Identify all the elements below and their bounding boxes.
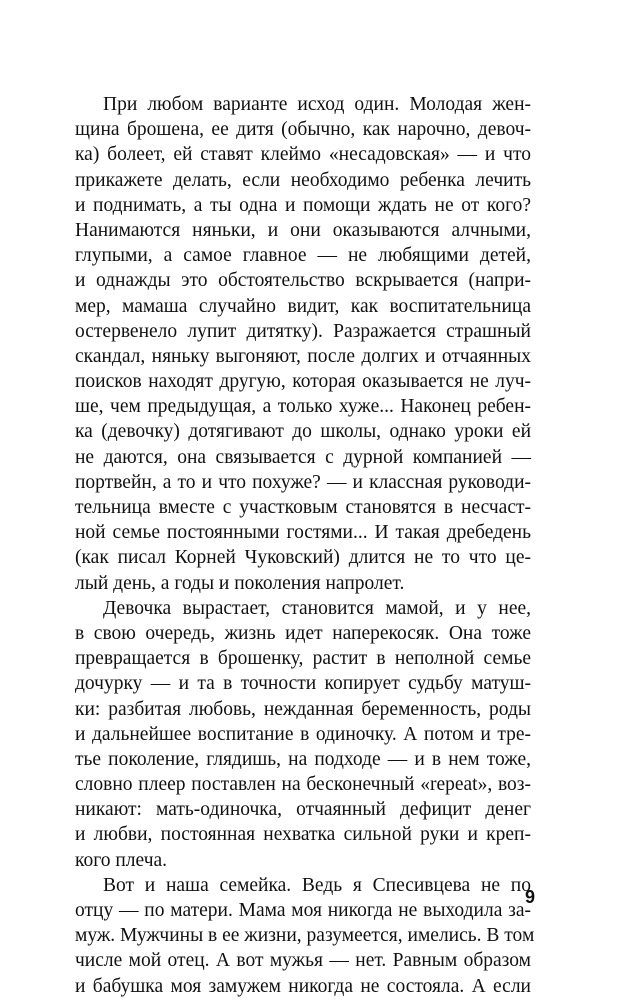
text-line: числе мой отец. А вот мужья — нет. Равным образом <box>75 950 531 972</box>
text-line: лый день, а годы и поколения напролет. <box>75 572 405 594</box>
text-line: (как писал Корней Чуковский) длится не то что це- <box>75 547 531 569</box>
text-line: Нанимаются няньки, и они оказываются алчными, <box>75 219 531 241</box>
text-line: кого плеча. <box>75 849 168 871</box>
text-line: прикажете делать, если необходимо ребенка лечить <box>75 169 531 191</box>
text-line: словно плеер поставлен на бесконечный «repeat», воз- <box>75 774 531 796</box>
body-text <box>75 92 535 999</box>
text-line: ной семье постоянными гостями... И такая дребедень <box>75 522 531 544</box>
text-line: тье поколение, глядишь, на подходе — и в нем тоже, <box>75 748 531 770</box>
text-line: муж. Мужчины в ее жизни, разумеется, имелись. В том <box>75 925 535 947</box>
text-line: щина брошена, ее дитя (обычно, как нарочно, девоч- <box>75 119 531 141</box>
text-line: поисков находят другую, которая оказывается не луч- <box>75 371 531 393</box>
text-line: и поднимать, а ты одна и помощи ждать не от кого? <box>75 194 531 216</box>
text-line: Девочка вырастает, становится мамой, и у нее, <box>103 597 531 619</box>
text-line: скандал, няньку выгоняют, после долгих и отчаянных <box>75 345 531 367</box>
text-line: и однажды это обстоятельство вскрывается (напри- <box>75 270 531 292</box>
text-line: портвейн, а то и что похуже? — и классная руководи- <box>75 471 531 493</box>
text-line: и дальнейшее воспитание в одиночку. А потом и тре- <box>75 723 531 745</box>
paragraph <box>75 873 535 999</box>
text-line: и бабушка моя замужем никогда не состояла. А если <box>75 975 531 997</box>
text-line: ше, чем предыдущая, а только хуже... Наконец ребен- <box>75 396 531 418</box>
text-line: глупыми, а самое главное — не любящими детей, <box>75 245 531 267</box>
text-line: ка (девочку) дотягивают до школы, однако уроки ей <box>75 421 531 443</box>
text-line: ка) болеет, ей ставят клеймо «несадовская» — и что <box>75 144 531 166</box>
text-line: ки: разбитая любовь, нежданная беременность, роды <box>75 698 531 720</box>
text-line: Вот и наша семейка. Ведь я Спесивцева не по <box>103 874 531 896</box>
text-line: никают: мать-одиночка, отчаянный дефицит денег <box>75 799 531 821</box>
text-line: в свою очередь, жизнь идет наперекосяк. Она тоже <box>75 622 531 644</box>
text-line: тельница вместе с участковым становятся в несчаст- <box>75 497 531 518</box>
text-line: остервенело лупит дитятку). Разражается страшный <box>75 320 531 342</box>
text-line: превращается в брошенку, растит в неполной семье <box>75 648 531 670</box>
text-line: отцу — по матери. Мама моя никогда не выходила за- <box>75 900 531 921</box>
text-line: и любви, постоянная нехватка сильной руки и креп- <box>75 824 531 846</box>
page-number: 9 <box>524 887 535 907</box>
text-line: не даются, она связывается с дурной компанией — <box>75 446 531 468</box>
text-line: мер, мамаша случайно видит, как воспитательница <box>75 295 531 317</box>
paragraph <box>75 92 531 596</box>
paragraph <box>75 596 531 873</box>
text-line: При любом варианте исход один. Молодая жен- <box>103 94 531 115</box>
text-line: дочурку — и та в точности копирует судьбу матуш- <box>75 673 531 695</box>
